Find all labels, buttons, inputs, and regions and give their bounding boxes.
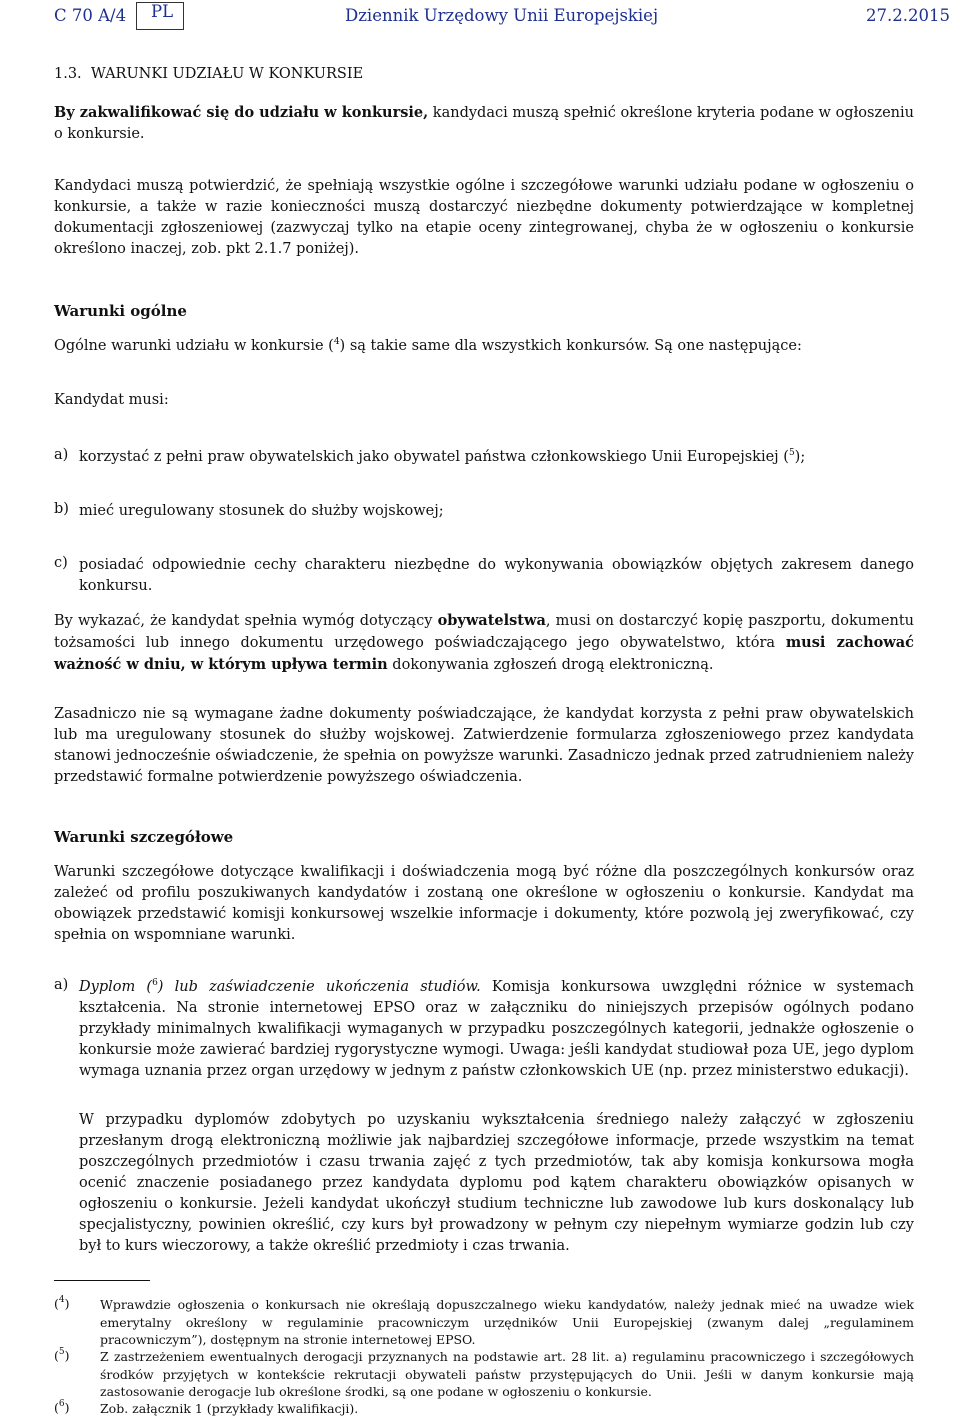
list-item-military: mieć uregulowany stosunek do służby wojskowej;: [79, 503, 444, 519]
section-heading: [54, 66, 363, 82]
citizenship-proof-paragraph: [54, 610, 914, 676]
cit-c: , musi on dostarczyć kopię paszportu, dokumentu tożsamości lub innego dokumentu urzędowego poświadczającego jego obywatelstwo, która: [54, 613, 914, 651]
footnote-ref-4: 4: [333, 337, 340, 347]
diploma-rest: Komisja konkursowa uwzględni różnice w systemach kształcenia. Na stronie internetowej EPSO oraz w załączniku do niniejszych przepisów ogólnych podano przykłady minimalnych kwalifikacji wymaganych w przypadku poszczególnych kategorii, jednakże ogłoszenie o konkursie może zawierać bardziej rygorystyczne wymogi. Uwaga: jeśli kandydat studiował poza UE, jego dyplom wymaga uznania przez organ urzędowy w jednym z państw członkowskich UE (np. przez ministerstwo edukacji).: [79, 979, 914, 1079]
footnote-number: ($^6$): [54, 1399, 70, 1415]
footnote-6: Zob. załącznik 1 (przykłady kwalifikacji).: [100, 1401, 359, 1416]
list-item-citizenship: [79, 447, 914, 468]
diplomas-detail-paragraph: W przypadku dyplomów zdobytych po uzyskaniu wykształcenia średniego należy załączyć w zgłoszeniu przesłanym drogą elektroniczną możliwie jak najbardziej szczegółowe informacje, przede wszystkim na temat poszczególnych przedmiotów i czasu trwania zajęć z tych przedmiotów, tak aby komisja konkursowa mogła ocenić znaczenie posiadanego przez kandydata dyplomu pod kątem charakteru obowiązków opisanych w ogłoszeniu o konkursie. Jeżeli kandydat ukończył studium techniczne lub zawodowe lub kurs doskonalący lub specjalistyczny, powinien określić, czy kurs był prowadzony w pełnym czy niepełnym wymiarze godzin lub czy był to kurs wieczorowy, a także określić przedmioty i czas trwania.: [79, 1112, 914, 1254]
footnote-ref-5: 5: [788, 448, 795, 458]
footnote-number: ($^5$): [54, 1347, 70, 1363]
eligibility-intro: [54, 102, 914, 145]
journal-title: Dziennik Urzędowy Unii Europejskiej: [345, 6, 659, 25]
general-intro: [54, 336, 914, 357]
cit-b: obywatelstwa: [437, 612, 546, 629]
cit-d: musi zachować ważność w dniu, w którym upływa termin: [54, 634, 915, 673]
documents-paragraph: Zasadniczo nie są wymagane żadne dokumenty poświadczające, że kandydat korzysta z pełni praw obywatelskich lub ma uregulowany stosunek do służby wojskowej. Zatwierdzenie formularza zgłoszeniowego przez kandydata stanowi jednocześnie oświadczenie, że spełnia on powyższe warunki. Zasadniczo jednak przed zatrudnieniem należy przedstawić formalne potwierdzenie powyższego oświadczenia.: [54, 706, 914, 785]
candidate-must: Kandydat musi:: [54, 392, 169, 408]
confirmation-paragraph: Kandydaci muszą potwierdzić, że spełniają wszystkie ogólne i szczegółowe warunki udziału podane w ogłoszeniu o konkursie, a także w razie konieczności muszą dostarczyć niezbędne dokumenty potwierdzające w kompletnej dokumentacji zgłoszeniowej (zazwyczaj tylko na etapie oceny zintegrowanej, chyba że w ogłoszeniu o konkursie określono inaczej, zob. pkt 2.1.7 poniżej).: [54, 178, 914, 257]
list-item-character: posiadać odpowiednie cechy charakteru niezbędne do wykonywania obowiązków objętych zakresem danego konkursu.: [79, 557, 914, 594]
item-text-a: korzystać z pełni praw obywatelskich jako obywatel państwa członkowskiego Unii Europejskiej (: [79, 449, 789, 465]
fn-num-4: 4: [58, 1295, 65, 1305]
oj-reference: C 70 A/4: [54, 6, 127, 25]
list-item-label: a): [54, 977, 69, 993]
cit-a: By wykazać, że kandydat spełnia wymóg dotyczący: [54, 613, 438, 629]
general-conditions-heading: Warunki ogólne: [54, 302, 187, 320]
intro-bold: By zakwalifikować się do udziału w konkursie,: [54, 104, 429, 121]
publication-date: 27.2.2015: [866, 6, 950, 25]
item-text-b: );: [794, 449, 806, 465]
intro-rest: kandydaci muszą spełnić określone kryteria podane w ogłoszeniu o konkursie.: [54, 105, 914, 142]
footnote-5: Z zastrzeżeniem ewentualnych derogacji przyznanych na podstawie art. 28 lit. a) regulaminu pracowniczego i szczegółowych środków przyjętych w kontekście rekrutacji obywateli państw przystępujących do Unii. Jeśli w danym konkursie mają zastosowanie derogacje lub określone środki, są one podane w ogłoszeniu o konkursie.: [100, 1349, 914, 1399]
diploma-italic-a: Dyplom (: [79, 979, 153, 995]
specific-intro: Warunki szczegółowe dotyczące kwalifikacji i doświadczenia mogą być różne dla poszczególnych konkursów oraz zależeć od profilu poszukiwanych kandydatów i zostaną one określone w ogłoszeniu o konkursie. Kandydat ma obowiązek przedstawić komisji konkursowej wszelkie informacje i dokumenty, które pozwolą jej zweryfikować, czy spełnia on wspomniane warunki.: [54, 864, 914, 943]
language-code: PL: [151, 2, 174, 21]
footnote-separator: [54, 1280, 150, 1281]
language-box: [136, 2, 184, 30]
fn-num-5: 5: [58, 1347, 65, 1357]
general-intro-a: Ogólne warunki udziału w konkursie (: [54, 338, 334, 354]
list-item-label: c): [54, 555, 68, 571]
list-item-label: b): [54, 501, 69, 517]
footnote-number: ($^4$): [54, 1295, 70, 1311]
section-number: 1.3.: [54, 66, 82, 82]
fn-num-6: 6: [58, 1399, 65, 1409]
section-title: WARUNKI UDZIAŁU W KONKURSIE: [90, 66, 364, 82]
cit-e: dokonywania zgłoszeń drogą elektroniczną.: [387, 657, 714, 673]
diploma-italic-b: ) lub zaświadczenie ukończenia studiów.: [157, 979, 481, 995]
diploma-item: [79, 977, 914, 1082]
footnote-ref-6: 6: [152, 978, 158, 988]
specific-conditions-heading: Warunki szczegółowe: [54, 828, 234, 846]
footnote-4: Wprawdzie ogłoszenia o konkursach nie określają dopuszczalnego wieku kandydatów, należy jednak mieć na uwadze wiek emerytalny określony w regulaminie pracowniczym urzędników Unii Europejskiej (zwanym dalej „regulaminem pracowniczym”), dostępnym na stronie internetowej EPSO.: [100, 1297, 914, 1347]
general-intro-b: ) są takie same dla wszystkich konkursów. Są one następujące:: [339, 338, 802, 354]
list-item-label: a): [54, 447, 69, 463]
